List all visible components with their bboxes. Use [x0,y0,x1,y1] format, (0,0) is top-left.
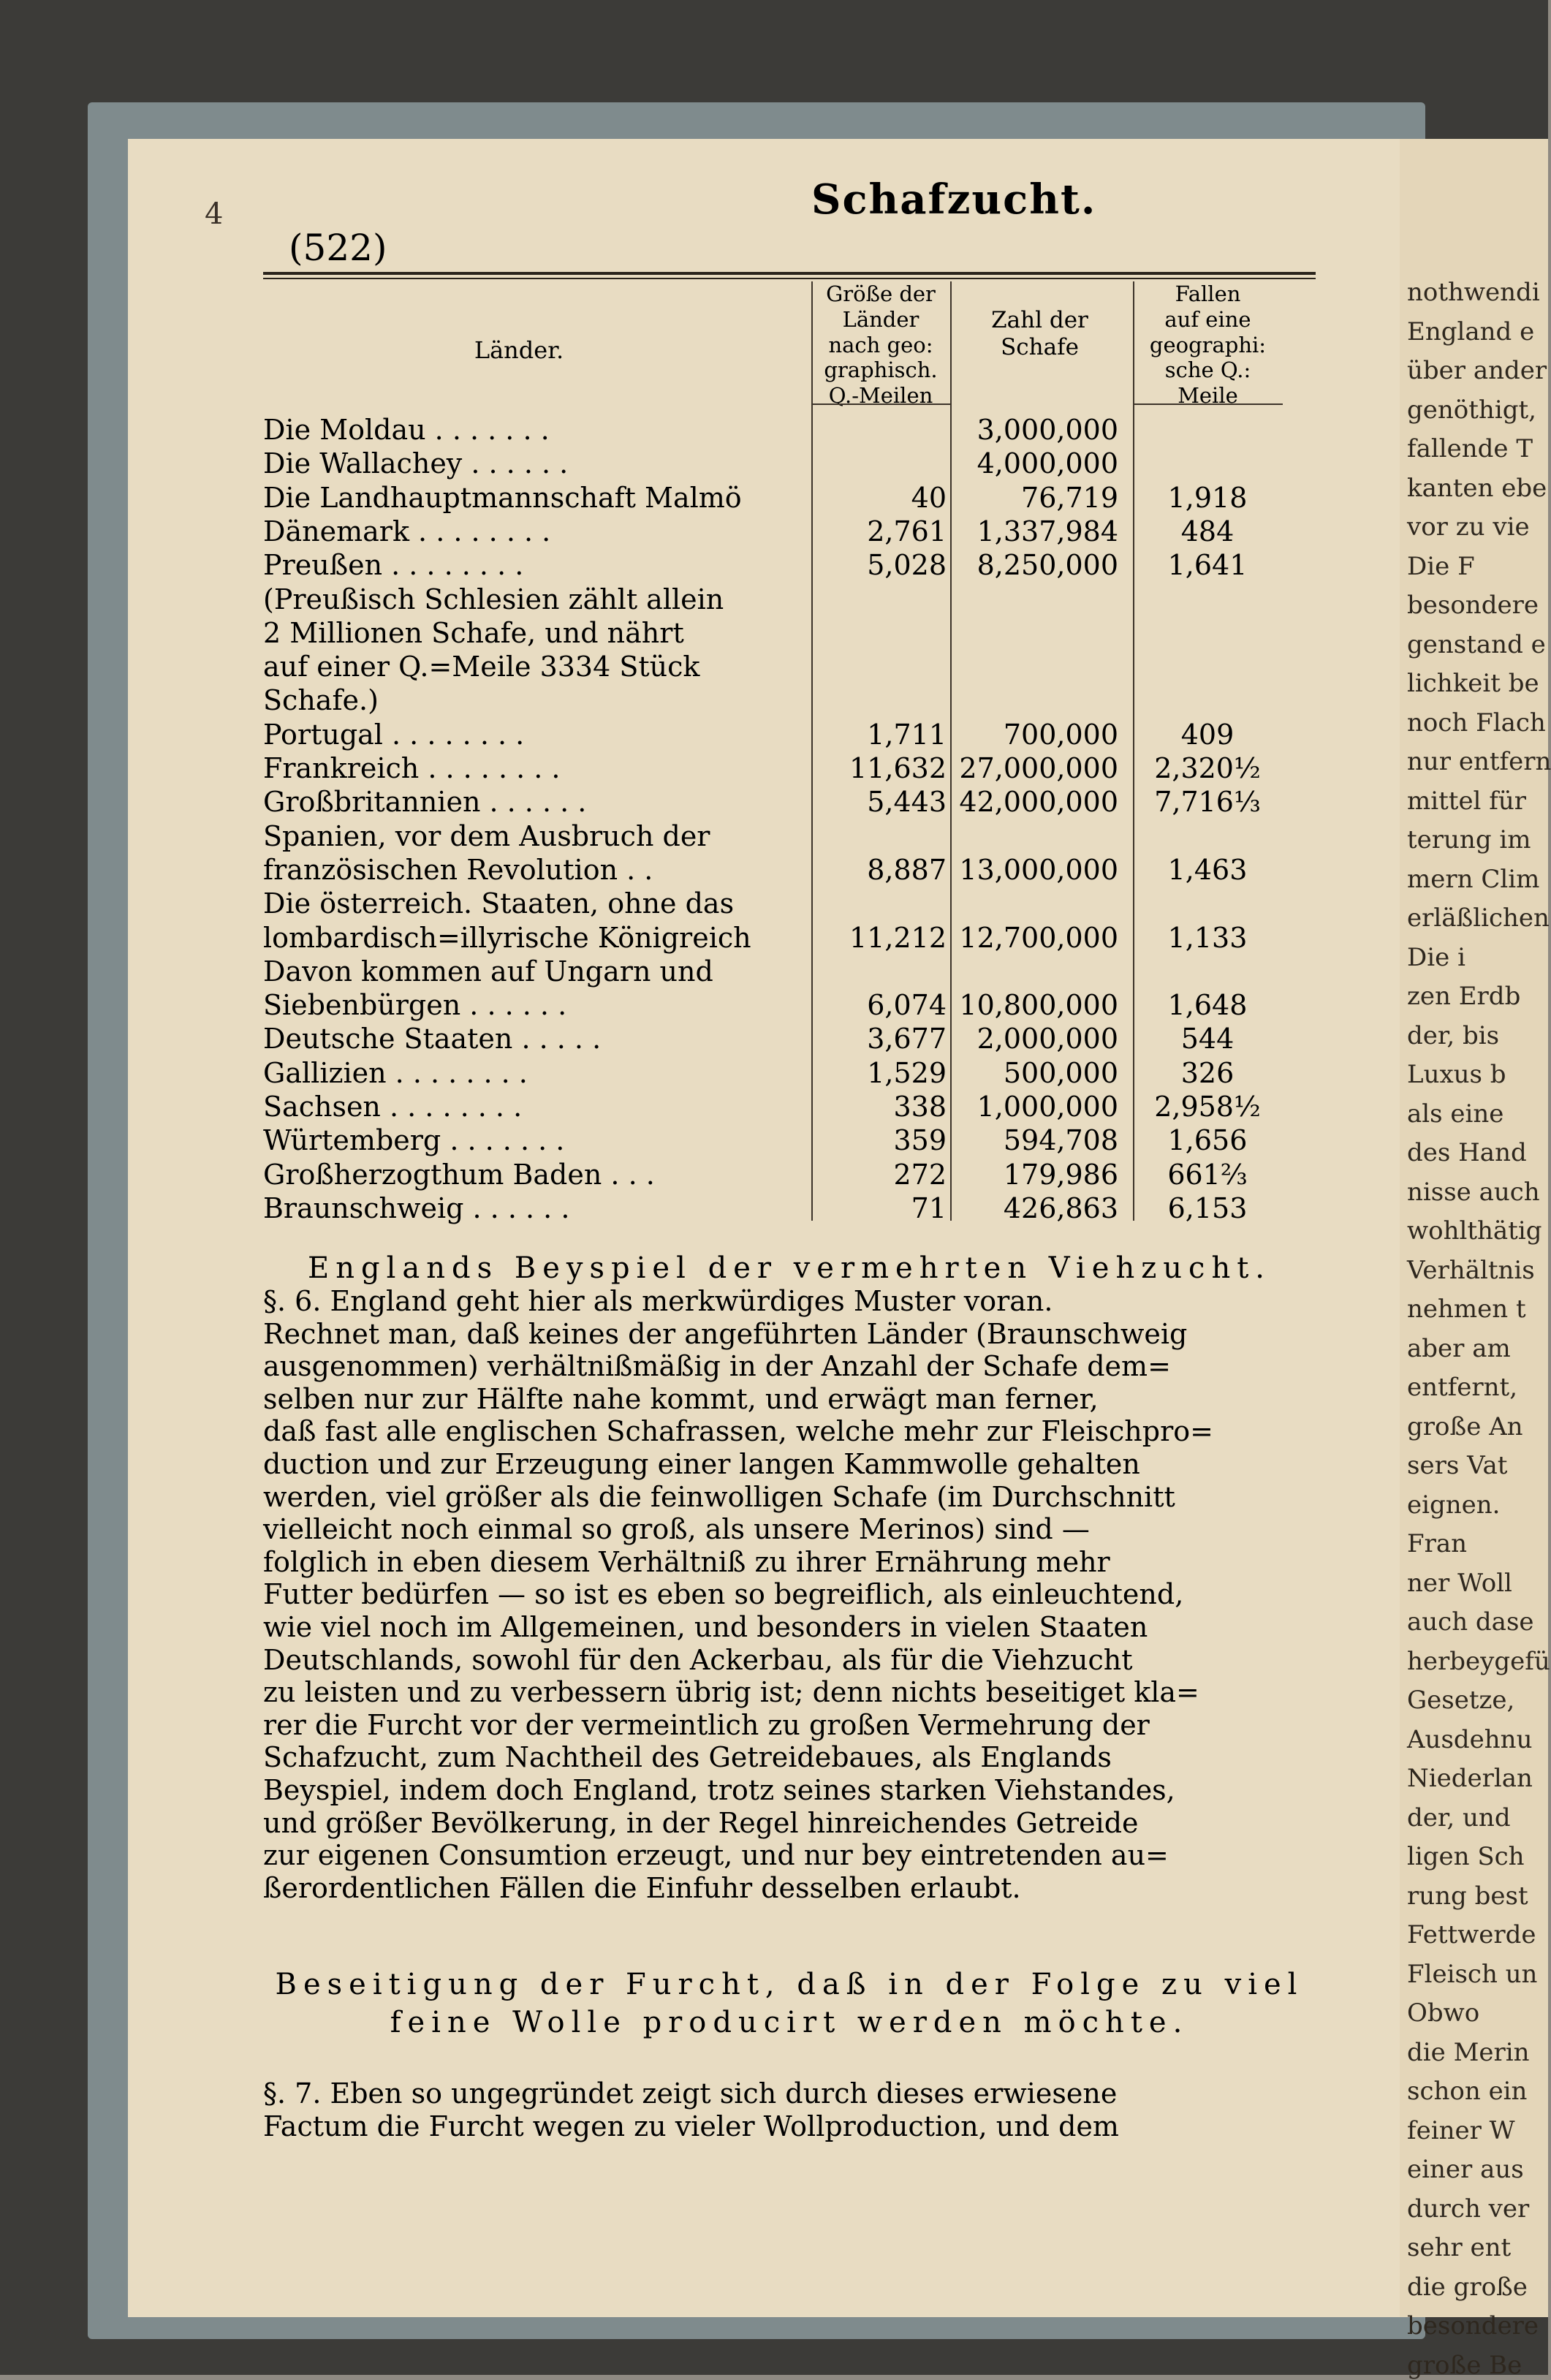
row-label: Frankreich . . . . . . . . [263,752,561,784]
facing-text-line: mern Clim [1407,864,1540,894]
sheep-value: 1,337,984 [977,515,1118,547]
facing-text-line: Luxus b [1407,1060,1506,1089]
facing-text-line: Obwo [1407,1998,1480,2028]
facing-text-line: Fleisch un [1407,1959,1538,1989]
area-value: 359 [893,1124,947,1157]
facing-page [1400,139,1551,2380]
sheep-value: 500,000 [1003,1056,1118,1089]
area-value: 5,443 [867,786,947,819]
facing-text-line: nehmen t [1407,1295,1526,1324]
section-title-line: feine Wolle producirt werden möchte. [390,2006,1189,2039]
text-line: wie viel noch im Allgemeinen, und besonders in vielen Staaten [263,1610,1148,1643]
row-label: Die österreich. Staaten, ohne das [263,887,735,920]
facing-text-line: schon ein [1407,2077,1528,2106]
row-label: Portugal . . . . . . . . [263,718,525,751]
header-line: Zahl der [991,307,1088,333]
text-line: und größer Bevölkerung, in der Regel hinreichendes Getreide [263,1806,1139,1839]
text-line: Beyspiel, indem doch England, trotz seines starken Viehstandes, [263,1773,1175,1806]
sheep-value: 10,800,000 [959,989,1118,1022]
facing-text-line: vor zu vie [1407,512,1530,542]
row-label: Würtemberg . . . . . . . [263,1124,565,1157]
facing-text-line: besondere [1407,2311,1539,2341]
facing-text-line: die Merin [1407,2037,1530,2067]
facing-text-line: genstand e [1407,629,1546,659]
facing-text-line: einer aus [1407,2155,1524,2184]
text-line: ßerordentlichen Fällen die Einfuhr desselben erlaubt. [263,1871,1021,1904]
facing-text-line: Ausdehnu [1407,1724,1533,1754]
facing-text-line: sers Vat [1407,1451,1508,1480]
text-line: duction und zur Erzeugung einer langen Kammwolle gehalten [263,1447,1140,1480]
facing-text-line: Fettwerde [1407,1920,1536,1949]
header-line: Fallen [1175,281,1241,306]
header-country: Länder. [474,336,564,364]
density-value: 484 [1180,515,1235,547]
section-title: Englands Beyspiel der vermehrten Viehzucht. [308,1251,1271,1285]
text-line: §. 7. Eben so ungegründet zeigt sich durch dieses erwiesene [263,2077,1118,2110]
facing-text-line: ligen Sch [1407,1842,1525,1871]
facing-text-line: lichkeit be [1407,669,1539,698]
facing-text-line: aber am [1407,1333,1511,1363]
facing-text-line: noch Flach [1407,708,1546,738]
facing-text-line: herbeygefü [1407,1646,1550,1676]
text-line: Rechnet man, daß keines der angeführten Länder (Braunschweig [263,1317,1188,1350]
area-value: 1,711 [867,718,947,751]
sheep-value: 2,000,000 [977,1023,1118,1056]
area-value: 6,074 [867,989,947,1022]
sheep-value: 1,000,000 [977,1091,1118,1123]
sheep-value: 4,000,000 [977,447,1118,480]
facing-text-line: nisse auch [1407,1177,1540,1207]
area-value: 40 [911,481,947,514]
density-value: 2,320½ [1154,752,1261,784]
density-value: 1,133 [1167,921,1248,954]
header-line: sche Q.: [1164,357,1251,383]
facing-text-line: über ander [1407,356,1547,385]
facing-text-line: große An [1407,1411,1523,1441]
area-value: 2,761 [867,515,947,547]
row-label: Spanien, vor dem Ausbruch der [263,819,710,852]
sheep-value: 27,000,000 [959,752,1118,784]
facing-text-line: die große [1407,2272,1528,2302]
row-label: Siebenbürgen . . . . . . [263,989,567,1022]
sheep-value: 42,000,000 [959,786,1118,819]
header-area [811,281,950,409]
density-value: 1,648 [1167,989,1248,1022]
density-value: 326 [1180,1056,1235,1089]
row-label: französischen Revolution . . [263,853,653,886]
facing-text-line: zen Erdb [1407,982,1521,1011]
area-value: 71 [911,1191,947,1224]
header-sheep [950,307,1129,361]
facing-text-line: ner Woll [1407,1568,1512,1598]
area-value: 8,887 [867,853,947,886]
text-line: Schafzucht, zum Nachtheil des Getreidebaues, als Englands [263,1741,1112,1774]
header-line: geographi: [1149,332,1267,357]
facing-text-line: sehr ent [1407,2233,1512,2262]
facing-text-line: Gesetze, [1407,1686,1515,1715]
paragraph [263,1285,1316,1904]
facing-text-line: Die i [1407,942,1465,972]
facing-text-line: als eine [1407,1099,1504,1129]
area-value: 338 [893,1091,947,1123]
text-line: selben nur zur Hälfte nahe kommt, und erwägt man ferner, [263,1382,1099,1415]
text-line: werden, viel größer als die feinwolligen Schafe (im Durchschnitt [263,1480,1175,1513]
header-line: auf eine [1164,306,1251,332]
header-density [1133,281,1283,409]
row-label: Preußen . . . . . . . . [263,549,524,582]
facing-text-line: große Be [1407,2350,1522,2380]
header-rule-thin [263,278,1316,279]
row-label: auf einer Q.=Meile 3334 Stück [263,651,700,683]
header-underline [1133,403,1283,405]
header-line: Länder [842,306,919,332]
density-value: 1,641 [1167,549,1248,582]
header-line: Q.-Meilen [828,383,933,409]
sheep-value: 8,250,000 [977,549,1118,582]
facing-text-line: eignen. [1407,1490,1501,1520]
density-value: 409 [1180,718,1235,751]
facing-text-line: wohlthätig [1407,1216,1542,1246]
facing-text-line: fallende T [1407,434,1533,463]
facing-text-line: der, und [1407,1803,1511,1833]
row-label: Großbritannien . . . . . . [263,786,587,819]
facing-text-line: durch ver [1407,2194,1530,2224]
area-value: 5,028 [867,549,947,582]
sheep-value: 76,719 [1021,481,1118,514]
text-line: §. 6. England geht hier als merkwürdiges Muster voran. [263,1285,1053,1317]
facing-text-line: der, bis [1407,1020,1500,1050]
sheep-value: 594,708 [1003,1124,1118,1157]
header-line: nach geo: [828,332,933,357]
facing-text-line: mittel für [1407,786,1526,816]
row-label: Dänemark . . . . . . . . [263,515,551,547]
facing-text-line: Die F [1407,551,1475,581]
facing-text-line: Fran [1407,1529,1468,1558]
text-line: Factum die Furcht wegen zu vieler Wollproduction, und dem [263,2110,1119,2142]
text-line: zu leisten und zu verbessern übrig ist; denn nichts beseitiget kla= [263,1676,1199,1709]
facing-text-line: kanten ebe [1407,473,1547,503]
density-value: 1,918 [1167,481,1248,514]
paragraph [263,2077,1316,2142]
text-line: Deutschlands, sowohl für den Ackerbau, als für die Viehzucht [263,1643,1133,1676]
sheep-value: 179,986 [1003,1158,1118,1191]
facing-text-line: entfernt, [1407,1373,1518,1402]
header-rule [263,272,1316,275]
facing-text-line: genöthigt, [1407,395,1536,425]
text-line: vielleicht noch einmal so groß, als unsere Merinos) sind — [263,1513,1090,1546]
sheep-value: 700,000 [1003,718,1118,751]
row-label: Die Wallachey . . . . . . [263,447,569,480]
facing-text-line: feiner W [1407,2115,1515,2145]
row-label: Davon kommen auf Ungarn und [263,955,713,988]
page-number: (522) [289,227,387,269]
running-head: Schafzucht. [811,175,1097,224]
text-line: daß fast alle englischen Schafrassen, welche mehr zur Fleischpro= [263,1415,1213,1448]
density-value: 544 [1180,1023,1235,1056]
header-underline [811,403,950,405]
row-label: (Preußisch Schlesien zählt allein [263,583,724,615]
facing-text-line: nur entfern [1407,747,1551,776]
row-label: Deutsche Staaten . . . . . [263,1023,602,1056]
sheep-value: 426,863 [1003,1191,1118,1224]
margin-mark: 4 [205,197,224,231]
area-value: 1,529 [867,1056,947,1089]
header-line: Meile [1178,383,1238,409]
row-label: Großherzogthum Baden . . . [263,1158,655,1191]
row-label: lombardisch=illyrische Königreich [263,921,751,954]
density-value: 1,463 [1167,853,1248,886]
facing-text-line: terung im [1407,825,1531,854]
area-value: 3,677 [867,1023,947,1056]
sheep-value: 13,000,000 [959,853,1118,886]
facing-text-line: Verhältnis [1407,1255,1535,1285]
facing-text-line: nothwendi [1407,278,1540,307]
row-label: Die Landhauptmannschaft Malmö [263,481,742,514]
area-value: 272 [893,1158,947,1191]
row-label: Sachsen . . . . . . . . [263,1091,523,1123]
density-value: 7,716⅓ [1154,786,1261,819]
facing-text-line: besondere [1407,591,1539,620]
density-value: 661⅔ [1167,1158,1248,1191]
area-value: 11,212 [849,921,947,954]
text-line: rer die Furcht vor der vermeintlich zu großen Vermehrung der [263,1708,1150,1741]
header-line: Größe der [826,281,936,306]
sheep-value: 12,700,000 [959,921,1118,954]
header-line: graphisch. [824,357,938,383]
row-label: Gallizien . . . . . . . . [263,1056,528,1089]
density-value: 2,958½ [1154,1091,1261,1123]
text-line: zur eigenen Consumtion erzeugt, und nur bey eintretenden au= [263,1839,1169,1872]
sheep-value: 3,000,000 [977,414,1118,446]
facing-text-line: erläßlichen [1407,903,1550,933]
row-label: Die Moldau . . . . . . . [263,414,550,446]
section-title-line: Beseitigung der Furcht, daß in der Folge zu viel [275,1968,1304,2001]
density-value: 6,153 [1167,1191,1248,1224]
density-value: 1,656 [1167,1124,1248,1157]
facing-text-line: Niederlan [1407,1764,1533,1793]
row-label: Schafe.) [263,684,379,717]
facing-text-line: auch dase [1407,1607,1534,1637]
facing-text-line: rung best [1407,1881,1528,1911]
header-line: Schafe [1001,334,1079,361]
row-label: 2 Millionen Schafe, und nährt [263,616,684,649]
text-line: Futter bedürfen — so ist es eben so begreiflich, als einleuchtend, [263,1578,1184,1611]
row-label: Braunschweig . . . . . . [263,1191,570,1224]
facing-text-line: des Hand [1407,1138,1527,1167]
facing-text-line: England e [1407,317,1535,346]
area-value: 11,632 [849,752,947,784]
text-line: folglich in eben diesem Verhältniß zu ihrer Ernährung mehr [263,1545,1110,1578]
text-line: ausgenommen) verhältnißmäßig in der Anzahl der Schafe dem= [263,1350,1171,1383]
